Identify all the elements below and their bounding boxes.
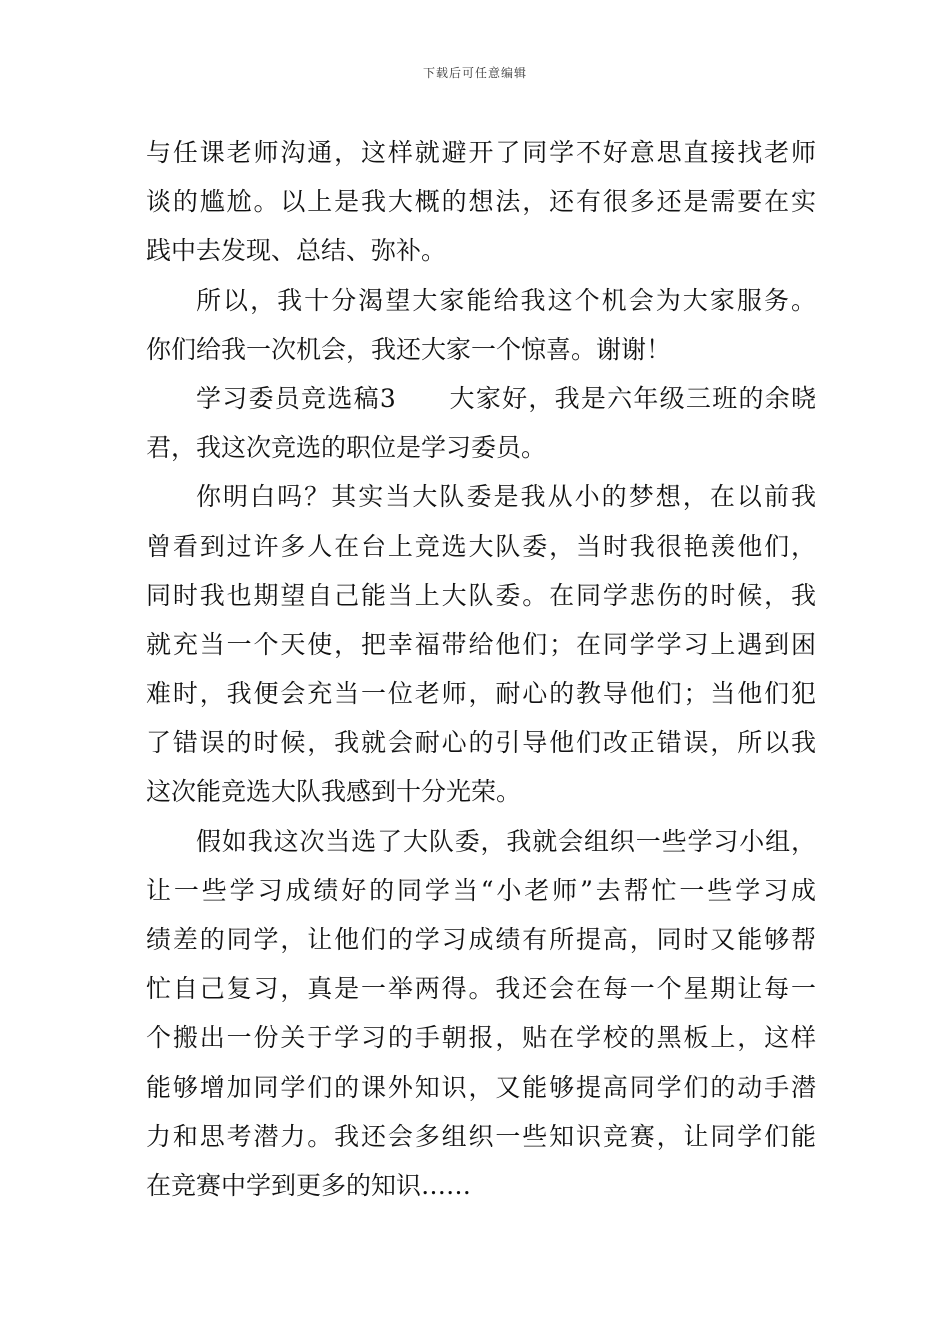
text-line: 你明白吗？其实当大队委是我从小的梦想，在以前我 — [196, 482, 816, 512]
text-line: 让一些学习成绩好的同学当“小老师”去帮忙一些学习成 — [146, 875, 816, 905]
text-line: 忙自己复习，真是一举两得。我还会在每一个星期让每一 — [146, 974, 816, 1004]
text-line: 这次能竞选大队我感到十分光荣。 — [146, 777, 522, 807]
text-line: 谈的尴尬。以上是我大概的想法，还有很多还是需要在实 — [146, 187, 816, 217]
text-line: 力和思考潜力。我还会多组织一些知识竞赛，让同学们能 — [146, 1121, 816, 1151]
text-line: 你们给我一次机会，我还大家一个惊喜。谢谢！ — [146, 334, 672, 364]
text-line: 难时，我便会充当一位老师，耐心的教导他们；当他们犯 — [146, 679, 816, 709]
text-line: 践中去发现、总结、弥补。 — [146, 236, 447, 266]
text-line: 假如我这次当选了大队委，我就会组织一些学习小组， — [196, 826, 816, 856]
text-line: 就充当一个天使，把幸福带给他们；在同学学习上遇到困 — [146, 629, 816, 659]
text-line: 同时我也期望自己能当上大队委。在同学悲伤的时候，我 — [146, 580, 816, 610]
page-header: 下载后可任意编辑 — [422, 66, 527, 80]
text-line: 绩差的同学，让他们的学习成绩有所提高，同时又能够帮 — [146, 925, 816, 954]
text-line: 曾看到过许多人在台上竞选大队委，当时我很艳羡他们， — [146, 531, 816, 561]
text-line: 所以，我十分渴望大家能给我这个机会为大家服务。 — [196, 285, 816, 315]
text-line: 君，我这次竞选的职位是学习委员。 — [146, 433, 547, 463]
text-line: 与任课老师沟通，这样就避开了同学不好意思直接找老师 — [146, 138, 816, 167]
text-line: 能够增加同学们的课外知识，又能够提高同学们的动手潜 — [146, 1072, 816, 1102]
text-line: 个搬出一份关于学习的手朝报，贴在学校的黑板上，这样 — [146, 1023, 816, 1053]
text-line: 了错误的时候，我就会耐心的引导他们改正错误，所以我 — [146, 728, 816, 758]
document-body — [146, 128, 816, 1210]
text-line: 学习委员竞选稿3 大家好，我是六年级三班的余晓 — [196, 383, 816, 413]
text-line: 在竞赛中学到更多的知识…… — [146, 1170, 472, 1200]
